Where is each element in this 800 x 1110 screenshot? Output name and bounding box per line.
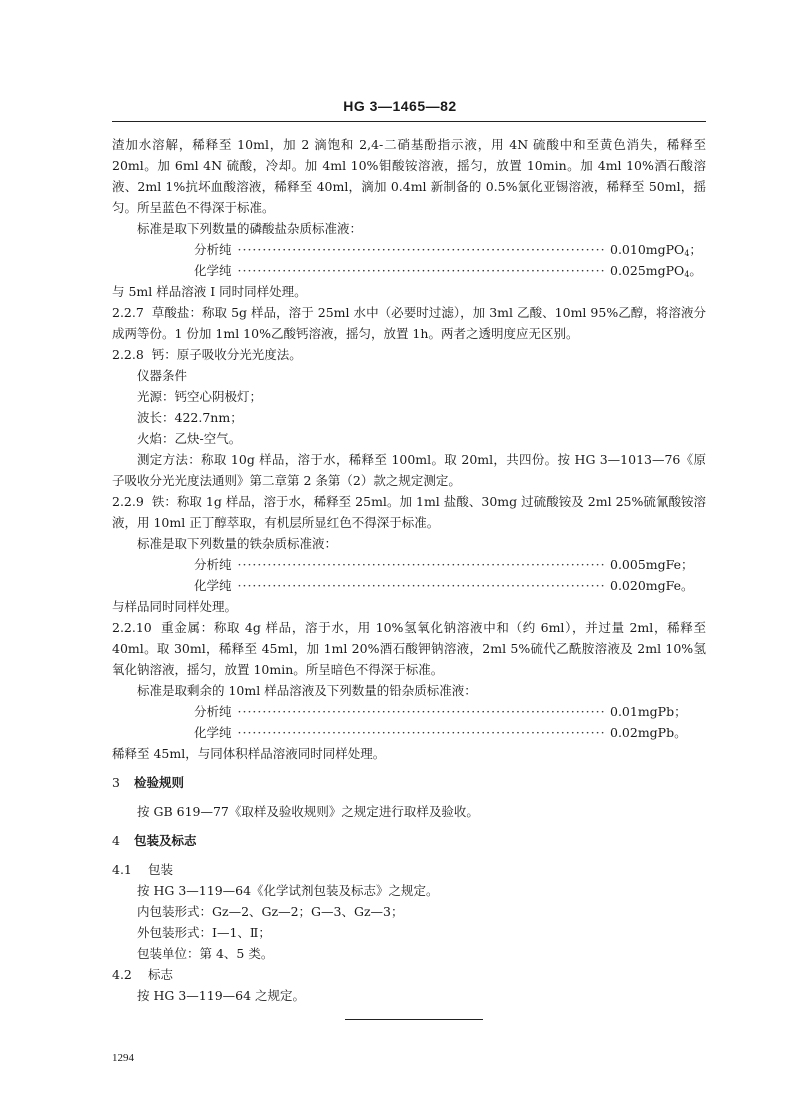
clause-number: 4.2	[112, 967, 132, 982]
lead-std-row-cp	[112, 722, 706, 743]
grade-label: 化学纯	[194, 263, 232, 278]
grade-label: 分析纯	[194, 704, 232, 719]
packaging-line-3: 外包装形式：Ⅰ—1、Ⅱ；	[137, 925, 271, 940]
leader-dots	[238, 554, 604, 575]
leader-dots	[238, 239, 604, 260]
clause-text: 重金属：称取 4g 样品，溶于水，用 10%氢氧化钠溶液中和（约 6ml），并过量 2ml，稀释至 40ml。取 30ml，稀释至 45ml，加 1ml 20%酒石酸钾钠溶液，2ml 5%硫代乙酰胺溶液及 2ml 10%氢氧化钠溶液，摇匀，放置 10min。所呈暗色不得深于标准。	[112, 620, 706, 677]
grade-label: 化学纯	[194, 725, 232, 740]
end-rule	[345, 1019, 483, 1020]
grade-value: 0.025mgPO$_4$。	[610, 263, 702, 279]
section-number: 3	[112, 775, 120, 790]
document-body	[112, 134, 706, 1006]
grade-value: 0.005mgFe；	[610, 557, 694, 572]
grade-label: 分析纯	[194, 242, 232, 257]
section-title: 包装及标志	[134, 833, 197, 848]
clause-2-2-7	[112, 302, 706, 344]
packaging-line-2: 内包装形式：Gz—2、Gz—2；G—3、Gz—3；	[137, 904, 404, 919]
grade-value: 0.02mgPb。	[610, 725, 687, 740]
section-3-text: 按 GB 619—77《取样及验收规则》之规定进行取样及验收。	[137, 804, 479, 819]
leader-dots	[238, 722, 604, 743]
clause-text: 铁：称取 1g 样品，溶于水，稀释至 25ml。加 1ml 盐酸、30mg 过硫酸铵及 2ml 25%硫氰酸铵溶液，用 10ml 正丁醇萃取，有机层所显红色不得深于标准。	[112, 494, 707, 530]
paragraph-phosphate-procedure: 渣加水溶解，稀释至 10ml，加 2 滴饱和 2,4-二硝基酚指示液，用 4N 硫酸中和至黄色消失，稀释至 20ml。加 6ml 4N 硫酸，冷却。加 4ml 10%钼酸铵溶液，摇匀，放置 10min。加 4ml 10%酒石酸溶液、2ml 1%抗坏血酸溶液，稀释至 40ml，滴加 0.4ml 新制备的 0.5%氯化亚锡溶液，稀释至 50ml，摇匀。所呈蓝色不得深于标准。	[112, 137, 706, 215]
phosphate-std-row-cp	[112, 260, 706, 281]
clause-number: 4.1	[112, 862, 132, 877]
clause-title: 包装	[147, 862, 173, 877]
instrument-conditions-title: 仪器条件	[137, 368, 188, 383]
clause-2-2-10	[112, 617, 706, 680]
packaging-line-4: 包装单位：第 4、5 类。	[137, 946, 274, 961]
iron-std-row-cp	[112, 575, 706, 596]
section-3-heading	[112, 772, 706, 793]
paragraph-phosphate-end: 与 5ml 样品溶液 I 同时同样处理。	[112, 284, 307, 299]
paragraph-measurement-method: 测定方法：称取 10g 样品，溶于水，稀释至 100ml。取 20ml，共四份。按 HG 3—1013—76《原子吸收分光光度法通则》第二章第 2 条第（2）款之规定测定。	[112, 452, 706, 488]
grade-value: 0.020mgFe。	[610, 578, 694, 593]
section-number: 4	[112, 833, 120, 848]
paragraph-phosphate-standard: 标准是取下列数量的磷酸盐杂质标准液：	[137, 221, 363, 236]
clause-4-2-heading	[112, 964, 706, 985]
header-rule	[112, 121, 706, 122]
clause-number: 2.2.8	[112, 347, 144, 362]
grade-label: 分析纯	[194, 557, 232, 572]
paragraph-iron-end: 与样品同时同样处理。	[112, 599, 238, 614]
paragraph-iron-standard: 标准是取下列数量的铁杂质标准液：	[137, 536, 338, 551]
leader-dots	[238, 260, 604, 281]
paragraph-lead-standard: 标准是取剩余的 10ml 样品溶液及下列数量的铅杂质标准液：	[137, 683, 477, 698]
iron-std-row-ar	[112, 554, 706, 575]
grade-value: 0.010mgPO$_4$；	[610, 242, 702, 258]
clause-2-2-9	[112, 491, 706, 533]
instrument-flame: 火焰：乙炔-空气。	[137, 431, 242, 446]
clause-4-1-heading	[112, 859, 706, 880]
clause-2-2-8	[112, 344, 706, 365]
clause-number: 2.2.9	[112, 494, 144, 509]
instrument-wavelength: 波长：422.7nm；	[137, 410, 243, 425]
clause-number: 2.2.7	[112, 305, 144, 320]
clause-text: 草酸盐：称取 5g 样品，溶于 25ml 水中（必要时过滤），加 3ml 乙酸、10ml 95%乙醇，将溶液分成两等份。1 份加 1ml 10%乙酸钙溶液，摇匀，放置 1h。两者之透明度应无区别。	[112, 305, 706, 341]
clause-number: 2.2.10	[112, 620, 152, 635]
instrument-light-source: 光源：钙空心阴极灯；	[137, 389, 263, 404]
grade-value: 0.01mgPb；	[610, 704, 687, 719]
clause-text: 钙：原子吸收分光光度法。	[151, 347, 302, 362]
packaging-line-1: 按 HG 3—119—64《化学试剂包装及标志》之规定。	[137, 883, 439, 898]
lead-std-row-ar	[112, 701, 706, 722]
section-title: 检验规则	[134, 775, 185, 790]
page-number: 1294	[112, 1052, 134, 1064]
leader-dots	[238, 701, 604, 722]
phosphate-std-row-ar	[112, 239, 706, 260]
grade-label: 化学纯	[194, 578, 232, 593]
section-4-heading	[112, 830, 706, 851]
marking-line: 按 HG 3—119—64 之规定。	[137, 988, 306, 1003]
leader-dots	[238, 575, 604, 596]
standard-code-header: HG 3—1465—82	[343, 98, 457, 114]
paragraph-lead-end: 稀释至 45ml，与同体积样品溶液同时同样处理。	[112, 746, 386, 761]
clause-title: 标志	[147, 967, 173, 982]
